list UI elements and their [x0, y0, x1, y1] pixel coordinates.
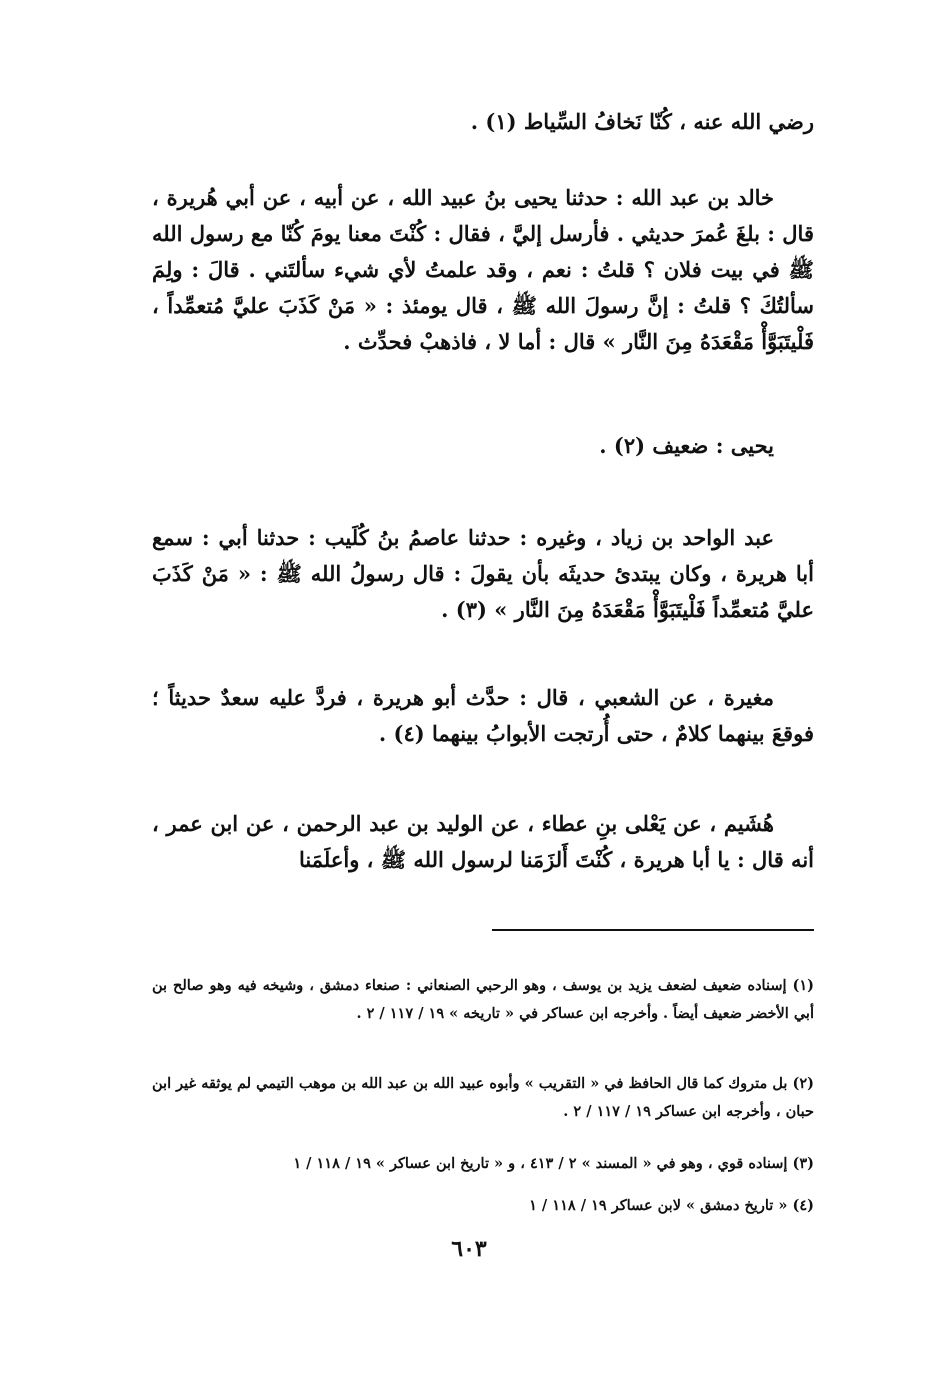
page-number: ٦٠٣: [451, 1236, 487, 1262]
footnote-3: (٣) إسناده قوي ، وهو في « المسند » ٢ / ٤١٣ ، و « تاريخ ابن عساكر » ١٩ / ١١٨ / ١: [293, 1155, 814, 1172]
footnote-1: (١) إسناده ضعيف لضعف يزيد بن يوسف ، وهو الرحبي الصنعاني : صنعاء دمشق ، وشيخه فيه وهو صالح بن أبي الأخضر ضعيف أيضاً . وأخرجه ابن عساكر في « تاريخه » ١٩ / ١١٧ / ٢ .: [152, 977, 814, 1022]
paragraph-khalid-hadith: خالد بن عبد الله : حدثنا يحيى بنُ عبيد الله ، عن أبيه ، عن أبي هُريرة ، قال : بلغَ عُمرَ حديثي . فأرسل إليَّ ، فقال : كُنْتَ معنا يومَ كُنّا مع رسول الله ﷺ في بيت فلان ؟ قلتُ : نعم ، وقد علمتُ لأي شيء سألتَني . قالَ : ولِمَ سألتُكَ ؟ قلتُ : إنَّ رسولَ الله ﷺ ، قال يومئذ : « مَنْ كَذَبَ عليَّ مُتعمِّداً ، فَلْيتَبَوَّأْ مَقْعَدَهُ مِنَ النَّار » قال : أما لا ، فاذهبْ فحدِّث .: [152, 185, 814, 354]
paragraph-continuation: رضي الله عنه ، كُنّا نَخافُ السِّياط (١) .: [470, 109, 814, 134]
footnote-2: (٢) بل متروك كما قال الحافظ في « التقريب » وأبوه عبيد الله بن عبد الله بن موهب التيمي لم يوثقه غير ابن حبان ، وأخرجه ابن عساكر ١٩ / ١١٧ / ٢ .: [152, 1075, 814, 1120]
footnote-divider: [492, 929, 814, 931]
paragraph-abdulwahid-hadith: عبد الواحد بن زياد ، وغيره : حدثنا عاصمُ بنُ كُلَيب : حدثنا أبي : سمع أبا هريرة ، وكان يبتدئ حديثَه بأن يقولَ : قال رسولُ الله ﷺ : « مَنْ كَذَبَ عليَّ مُتعمِّداً فَلْيتَبَوَّأْ مَقْعَدَهُ مِنَ النَّار » (٣) .: [152, 525, 814, 622]
paragraph-yahya-weak: يحيى : ضعيف (٢) .: [599, 433, 774, 458]
paragraph-mughira-hadith: مغيرة ، عن الشعبي ، قال : حدَّث أبو هريرة ، فردَّ عليه سعدٌ حديثاً ؛ فوقعَ بينهما كلامٌ ، حتى أُرتجت الأبوابُ بينهما (٤) .: [152, 685, 814, 746]
paragraph-hushaym-hadith: هُشَيم ، عن يَعْلى بنِ عطاء ، عن الوليد بن عبد الرحمن ، عن ابن عمر ، أنه قال : يا أبا هريرة ، كُنْتَ أَلزَمَنا لرسول الله ﷺ ، وأعلَمَنا: [152, 811, 814, 872]
footnote-4: (٤) « تاريخ دمشق » لابن عساكر ١٩ / ١١٨ / ١: [529, 1197, 814, 1214]
